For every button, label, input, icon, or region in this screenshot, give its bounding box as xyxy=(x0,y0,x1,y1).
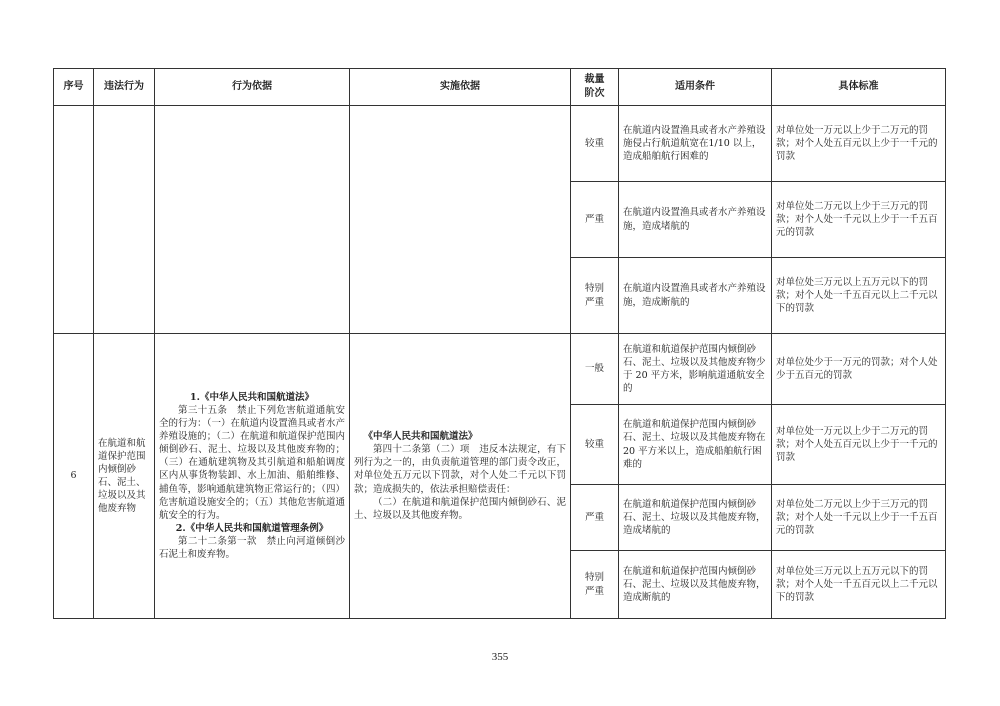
law2-text: 第二十二条第一款 禁止向河道倾倒沙石泥土和废弃物。 xyxy=(159,535,345,561)
header-condition: 适用条件 xyxy=(619,69,772,106)
behavior-basis-cell xyxy=(155,334,350,619)
standard-cell: 对单位处一万元以上少于二万元的罚款；对个人处五百元以上少于一千元的罚款 xyxy=(772,405,946,485)
page-number: 355 xyxy=(491,651,509,663)
header-basis: 行为依据 xyxy=(155,69,350,106)
level-cell: 特别 严重 xyxy=(571,551,619,619)
impl-text1: 第四十二条第（二）项 违反本法规定，有下列行为之一的，由负责航道管理的部门责令改正，对单位处五万元以下罚款，对个人处二千元以下罚款；造成损失的，依法承担赔偿责任： xyxy=(354,444,566,495)
table-row xyxy=(54,106,946,182)
standard-cell: 对单位处二万元以上少于三万元的罚款；对个人处一千元以上少于一千五百元的罚款 xyxy=(772,182,946,258)
condition-cell: 在航道和航道保护范围内倾倒砂石、泥土、垃圾以及其他废弃物在 20 平方米以上，造成船舶航行困难的 xyxy=(619,405,772,485)
standard-cell: 对单位处一万元以上少于二万元的罚款；对个人处五百元以上少于一千元的罚款 xyxy=(772,106,946,182)
item-number: 6 xyxy=(54,334,94,619)
condition-cell: 在航道和航道保护范围内倾倒砂石、泥土、垃圾以及其他废弃物，造成断航的 xyxy=(619,551,772,619)
standard-cell: 对单位处三万元以上五万元以下的罚款；对个人处一千五百元以上二千元以下的罚款 xyxy=(772,551,946,619)
continued-basis-cell xyxy=(155,106,350,334)
level-cell: 严重 xyxy=(571,485,619,551)
continued-violation-cell xyxy=(94,106,155,334)
header-number: 序号 xyxy=(54,69,94,106)
law1-title: 1.《中华人民共和国航道法》 xyxy=(190,391,314,403)
header-row xyxy=(54,69,946,106)
condition-cell: 在航道和航道保护范围内倾倒砂石、泥土、垃圾以及其他废弃物，造成堵航的 xyxy=(619,485,772,551)
level-cell: 严重 xyxy=(571,182,619,258)
law2-title: 2.《中华人民共和国航道管理条例》 xyxy=(175,522,329,534)
condition-cell: 在航道和航道保护范围内倾倒砂石、泥土、垃圾以及其他废弃物少于 20 平方米，影响航道通航安全的 xyxy=(619,334,772,405)
level-cell: 较重 xyxy=(571,405,619,485)
level-cell: 较重 xyxy=(571,106,619,182)
header-violation: 违法行为 xyxy=(94,69,155,106)
condition-cell: 在航道内设置渔具或者水产养殖设施，造成堵航的 xyxy=(619,182,772,258)
impl-title: 《中华人民共和国航道法》 xyxy=(363,431,478,443)
condition-cell: 在航道内设置渔具或者水产养殖设施侵占行航道航宽在1/10 以上，造成船舶航行困难的 xyxy=(619,106,772,182)
penalty-table xyxy=(53,68,946,619)
level-cell: 一般 xyxy=(571,334,619,405)
condition-cell: 在航道内设置渔具或者水产养殖设施，造成断航的 xyxy=(619,258,772,334)
level-cell: 特别 严重 xyxy=(571,258,619,334)
standard-cell: 对单位处少于一万元的罚款；对个人处少于五百元的罚款 xyxy=(772,334,946,405)
standard-cell: 对单位处三万元以上五万元以下的罚款；对个人处一千五百元以上二千元以下的罚款 xyxy=(772,258,946,334)
header-implementation: 实施依据 xyxy=(350,69,571,106)
implementation-basis-cell xyxy=(350,334,571,619)
standard-cell: 对单位处二万元以上少于三万元的罚款；对个人处一千元以上少于一千五百元的罚款 xyxy=(772,485,946,551)
header-standard: 具体标准 xyxy=(772,69,946,106)
impl-text2: （二）在航道和航道保护范围内倾倒砂石、泥土、垃圾以及其他废弃物。 xyxy=(354,496,566,521)
continued-implementation-cell xyxy=(350,106,571,334)
violation-text: 在航道和航道保护范围内倾倒砂石、泥土、垃圾以及其他废弃物 xyxy=(94,334,155,619)
continued-number-cell xyxy=(54,106,94,334)
table-row xyxy=(54,334,946,405)
header-level: 裁量 阶次 xyxy=(571,69,619,106)
law1-text: 第三十五条 禁止下列危害航道通航安全的行为：（一）在航道内设置渔具或者水产养殖设施的；（二）在航道和航道保护范围内倾倒砂石、泥土、垃圾以及其他废弃物的；（三）在通航建筑物及其引航道和船舶调度区内从事货物装卸、水上加油、船舶维修、捕鱼等，影响通航建筑物正常运行的；（四）危害航道设施安全的；（五）其他危害航道通航安全的行为。 xyxy=(159,404,345,521)
